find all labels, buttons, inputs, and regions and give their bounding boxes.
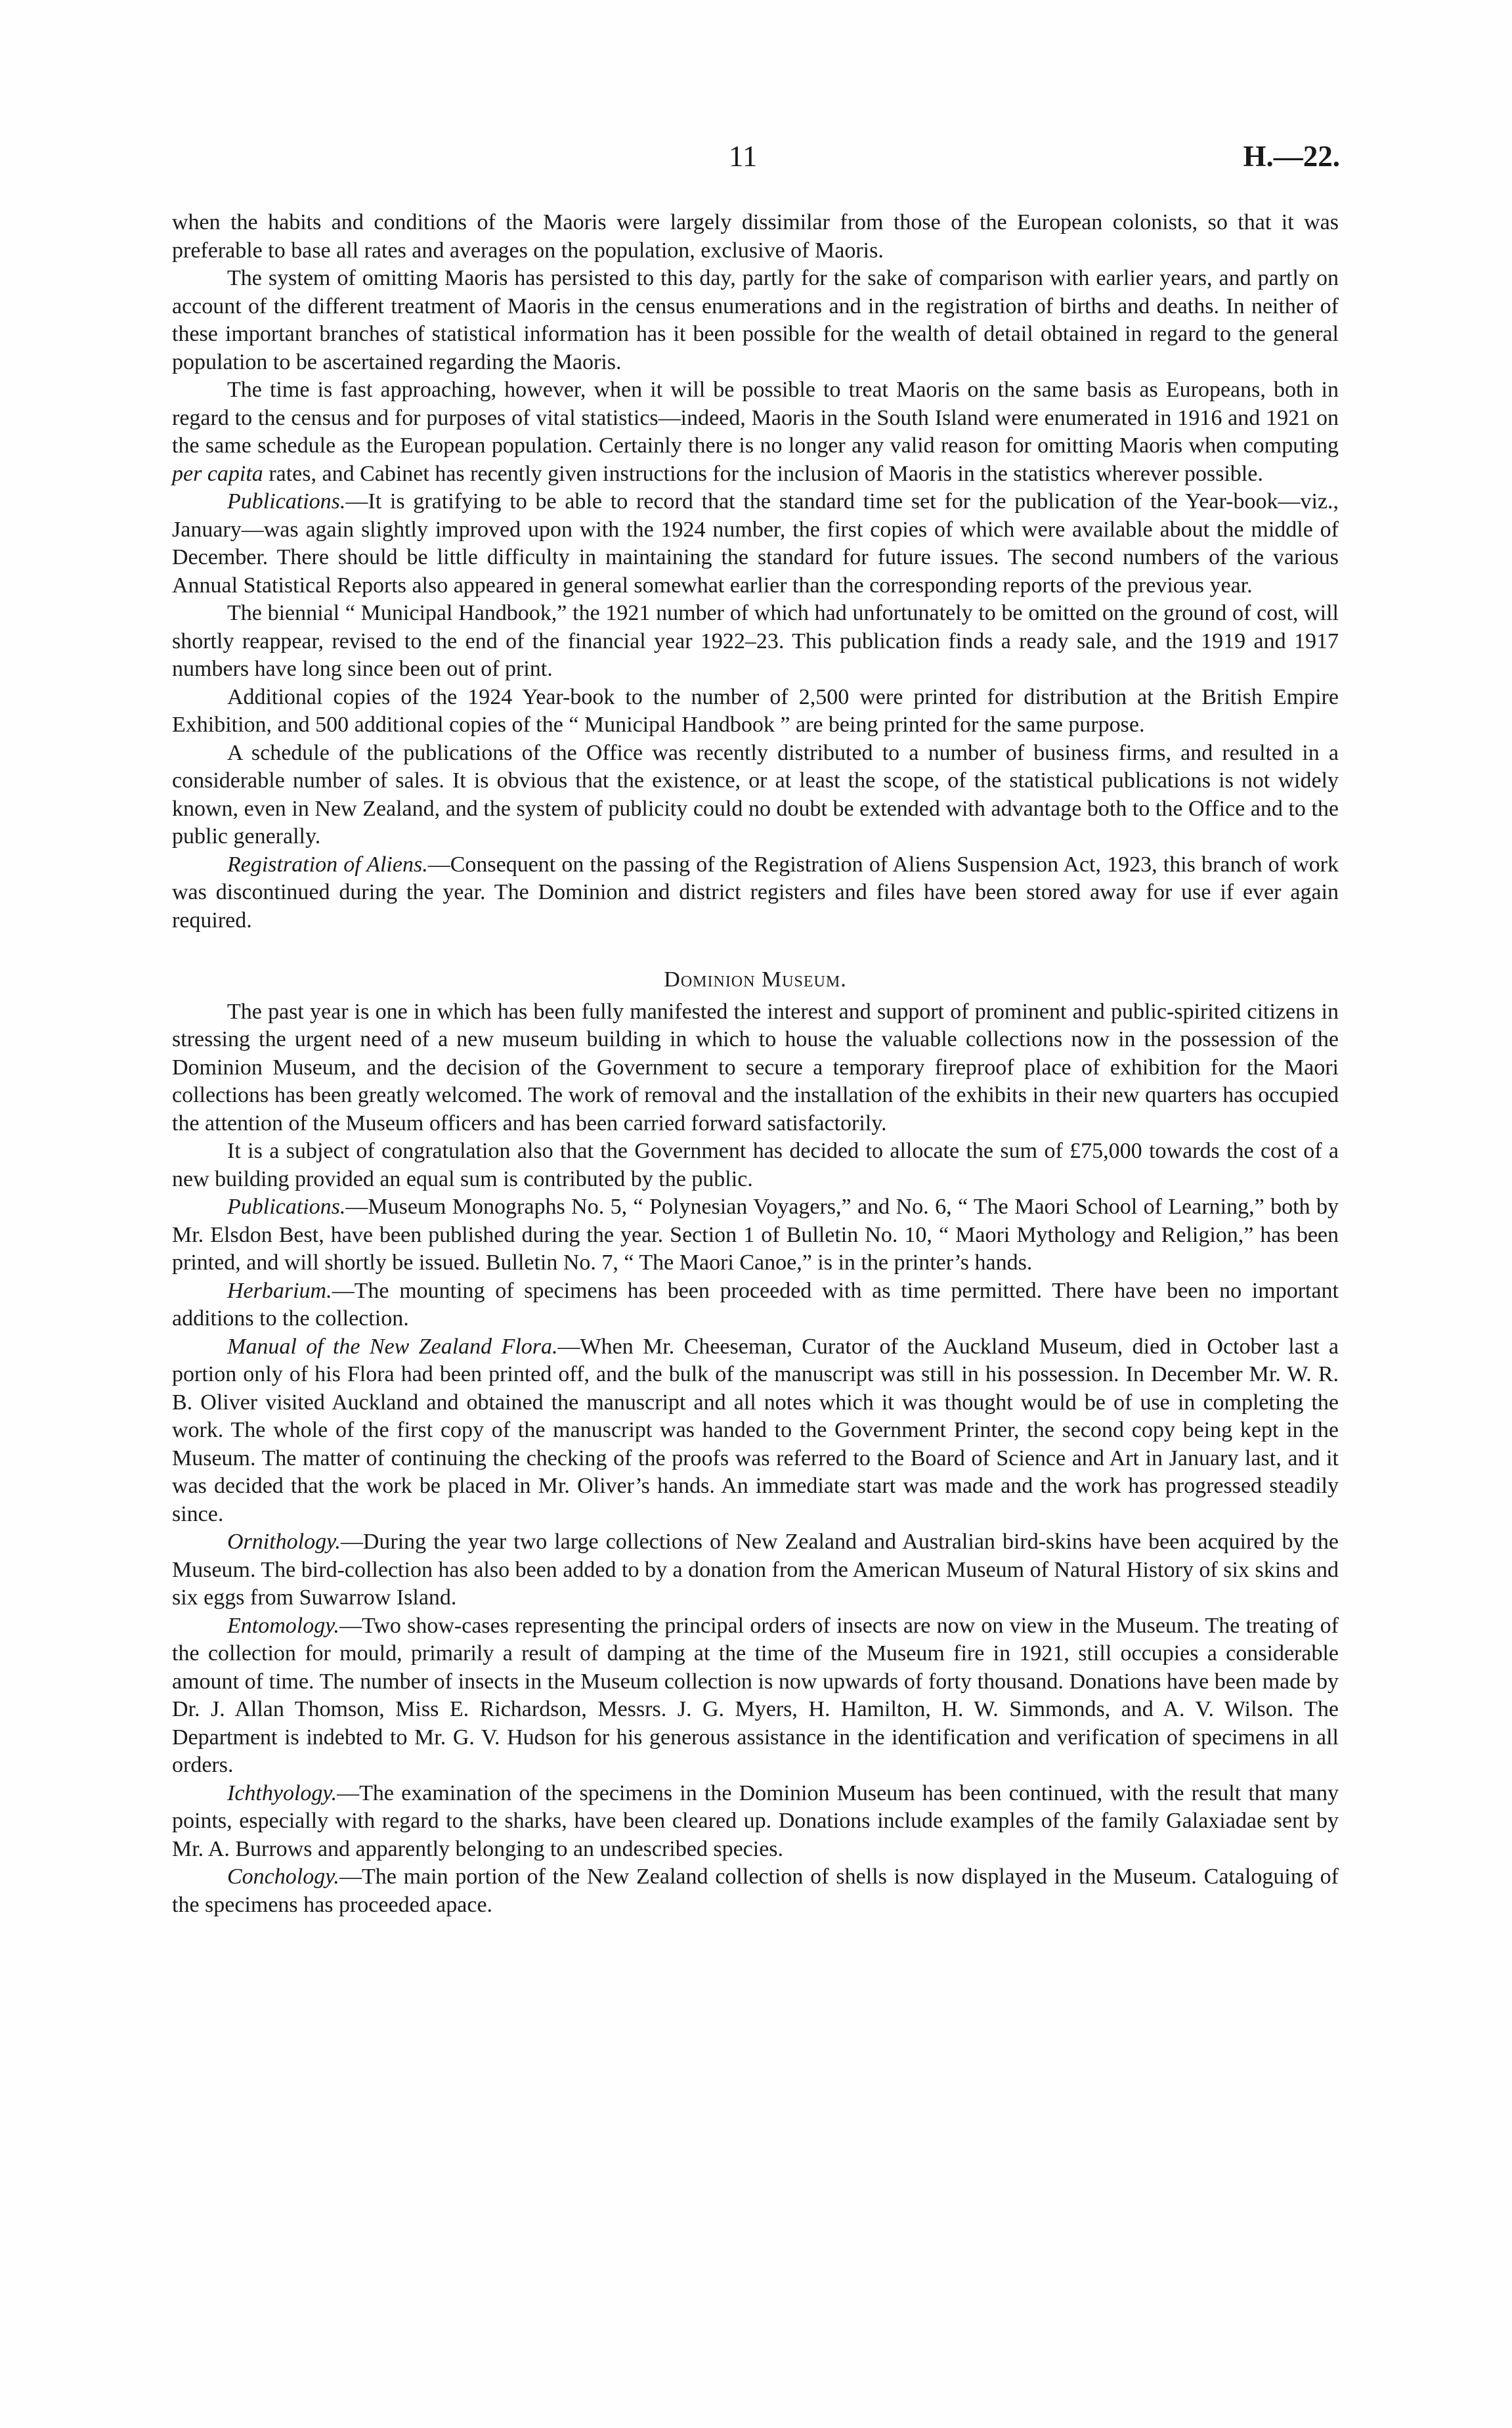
subheading-ichthyology: Ichthyology. (227, 1780, 337, 1805)
paragraph-text: Additional copies of the 1924 Year-book to the number of 2,500 were printed for distribution at the British Empire Exhibition, and 500 additional copies of the “ Municipal Handbook ” are being printed for the same purpose. (172, 684, 1339, 737)
paragraph-herbarium (172, 1277, 1339, 1333)
subheading-entomology: Entomology. (227, 1613, 339, 1638)
paragraph-museum-publications (172, 1193, 1339, 1277)
paragraph-text: —The examination of the specimens in the Dominion Museum has been continued, with the result that many points, especially with regard to the sharks, have been cleared up. Donations include examples of the family Galaxiadae sent by Mr. A. Burrows and apparently belonging to an undescribed species. (172, 1780, 1339, 1861)
paragraph-text: —The mounting of specimens has been proceeded with as time permitted. There have been no important additions to the collection. (172, 1278, 1339, 1331)
subheading-herbarium: Herbarium. (227, 1278, 332, 1303)
paragraph-congratulation (172, 1137, 1339, 1193)
paragraph-text: —Two show-cases representing the principal orders of insects are now on view in the Museum. The treating of the collection for mould, primarily a result of damping at the time of the Museum fire in 1921, still occupies a considerable amount of time. The number of insects in the Museum collection is now upwards of forty thousand. Donations have been made by Dr. J. Allan Thomson, Miss E. Richardson, Messrs. J. G. Myers, H. Hamilton, H. W. Simmonds, and A. V. Wilson. The Department is indebted to Mr. G. V. Hudson for his generous assistance in the identification and verification of specimens in all orders. (172, 1613, 1339, 1777)
paragraph-text: rates, and Cabinet has recently given instructions for the inclusion of Maoris in the statistics wherever possible. (263, 461, 1263, 486)
paragraph-text: The time is fast approaching, however, when it will be possible to treat Maoris on the same basis as Europeans, both in regard to the census and for purposes of vital statistics—indeed, Maoris in the South Island were enumerated in 1916 and 1921 on the same schedule as the European population. Certainly there is no longer any valid reason for omitting Maoris when computing (172, 378, 1339, 458)
page-header (0, 139, 1512, 185)
paragraph-municipal-handbook (172, 600, 1339, 684)
paragraph-text: —During the year two large collections of New Zealand and Australian bird-skins have been acquired by the Museum. The bird-collection has also been added to by a donation from the American Museum of Natural History of six skins and six eggs from Suwarrow Island. (172, 1530, 1339, 1610)
subheading-registration-of-aliens: Registration of Aliens. (227, 852, 428, 877)
paragraph-text: when the habits and conditions of the Maoris were largely dissimilar from those of the European colonists, so that it was preferable to base all rates and averages on the population, exclusive of Maoris. (172, 210, 1339, 263)
paragraph-text: —The main portion of the New Zealand collection of shells is now displayed in the Museum. Cataloguing of the specimens has proceeded apace. (172, 1865, 1339, 1917)
paragraph-text: A schedule of the publications of the Office was recently distributed to a number of business firms, and resulted in a considerable number of sales. It is obvious that the existence, or at least the scope, of the statistical publications is not widely known, even in New Zealand, and the system of publicity could no doubt be extended with advantage both to the Office and to the public generally. (172, 740, 1339, 849)
subheading-conchology: Conchology. (227, 1865, 339, 1889)
paragraph-past-year (172, 998, 1339, 1138)
subheading-manual-flora: Manual of the New Zealand Flora. (227, 1334, 558, 1359)
page-body (172, 209, 1339, 1919)
paragraph-manual-flora (172, 1333, 1339, 1529)
paragraph-text: —Museum Monographs No. 5, “ Polynesian Voyagers,” and No. 6, “ The Maori School of Learning,” both by Mr. Elsdon Best, have been published during the year. Section 1 of Bulletin No. 10, “ Maori Mythology and Religion,” has been printed, and will shortly be issued. Bulletin No. 7, “ The Maori Canoe,” is in the printer’s hands. (172, 1195, 1339, 1275)
paragraph-time-approaching (172, 376, 1339, 488)
paragraph-publications (172, 488, 1339, 600)
paragraph-text: The biennial “ Municipal Handbook,” the 1921 number of which had unfortunately to be omitted on the ground of cost, will shortly reappear, revised to the end of the financial year 1922–23. This publication finds a ready sale, and the 1919 and 1917 numbers have long since been out of print. (172, 601, 1339, 681)
paragraph-text: The system of omitting Maoris has persisted to this day, partly for the sake of comparison with earlier years, and partly on account of the different treatment of Maoris in the census enumerations and in the registration of births and deaths. In neither of these important branches of statistical information has it been possible for the wealth of detail obtained in regard to the general population to be ascertained regarding the Maoris. (172, 266, 1339, 374)
page-number: 11 (729, 140, 758, 173)
subheading-publications: Publications. (227, 1195, 346, 1219)
italic-term: per capita (172, 461, 263, 486)
paragraph-text: —Consequent on the passing of the Registration of Aliens Suspension Act, 1923, this branch of work was discontinued during the year. The Dominion and district registers and files have been stored away for use if ever again required. (172, 852, 1339, 933)
paragraph-text: It is a subject of congratulation also that the Government has decided to allocate the sum of £75,000 towards the cost of a new building provided an equal sum is contributed by the public. (172, 1139, 1339, 1191)
paragraph-system-of-omitting (172, 265, 1339, 376)
paragraph-entomology (172, 1612, 1339, 1780)
subheading-ornithology: Ornithology. (227, 1530, 341, 1554)
subheading-publications: Publications. (227, 489, 346, 514)
paragraph-additional-copies (172, 684, 1339, 739)
paragraph-ichthyology (172, 1780, 1339, 1864)
continued-paragraph (172, 209, 1339, 265)
document-reference: H.—22. (1243, 140, 1340, 173)
paragraph-text: The past year is one in which has been fully manifested the interest and support of prominent and public-spirited citizens in stressing the urgent need of a new museum building in which to house the valuable collections now in the possession of the Dominion Museum, and the decision of the Government to secure a temporary fireproof place of exhibition for the Maori collections has been greatly welcomed. The work of removal and the installation of the exhibits in their new quarters has occupied the attention of the Museum officers and has been carried forward satisfactorily. (172, 999, 1339, 1136)
paragraph-conchology (172, 1863, 1339, 1919)
paragraph-registration-of-aliens (172, 851, 1339, 935)
paragraph-ornithology (172, 1528, 1339, 1612)
paragraph-text: —When Mr. Cheeseman, Curator of the Auckland Museum, died in October last a portion only of his Flora had been printed off, and the bulk of the manuscript was still in his possession. In December Mr. W. R. B. Oliver visited Auckland and obtained the manuscript and all notes which it was thought would be of use in completing the work. The whole of the first copy of the manuscript was handed to the Government Printer, the second copy being kept in the Museum. The matter of continuing the checking of the proofs was referred to the Board of Science and Art in January last, and it was decided that the work be placed in Mr. Oliver’s hands. An immediate start was made and the work has progressed steadily since. (172, 1334, 1339, 1526)
paragraph-schedule-of-publications (172, 739, 1339, 851)
section-title-dominion-museum: Dominion Museum. (664, 967, 847, 992)
paragraph-text: —It is gratifying to be able to record that the standard time set for the publication of the Year-book—viz., January—was again slightly improved upon with the 1924 number, the first copies of which were available about the middle of December. There should be little difficulty in maintaining the standard for future issues. The second numbers of the various Annual Statistical Reports also appeared in general somewhat earlier than the corresponding reports of the previous year. (172, 489, 1339, 598)
